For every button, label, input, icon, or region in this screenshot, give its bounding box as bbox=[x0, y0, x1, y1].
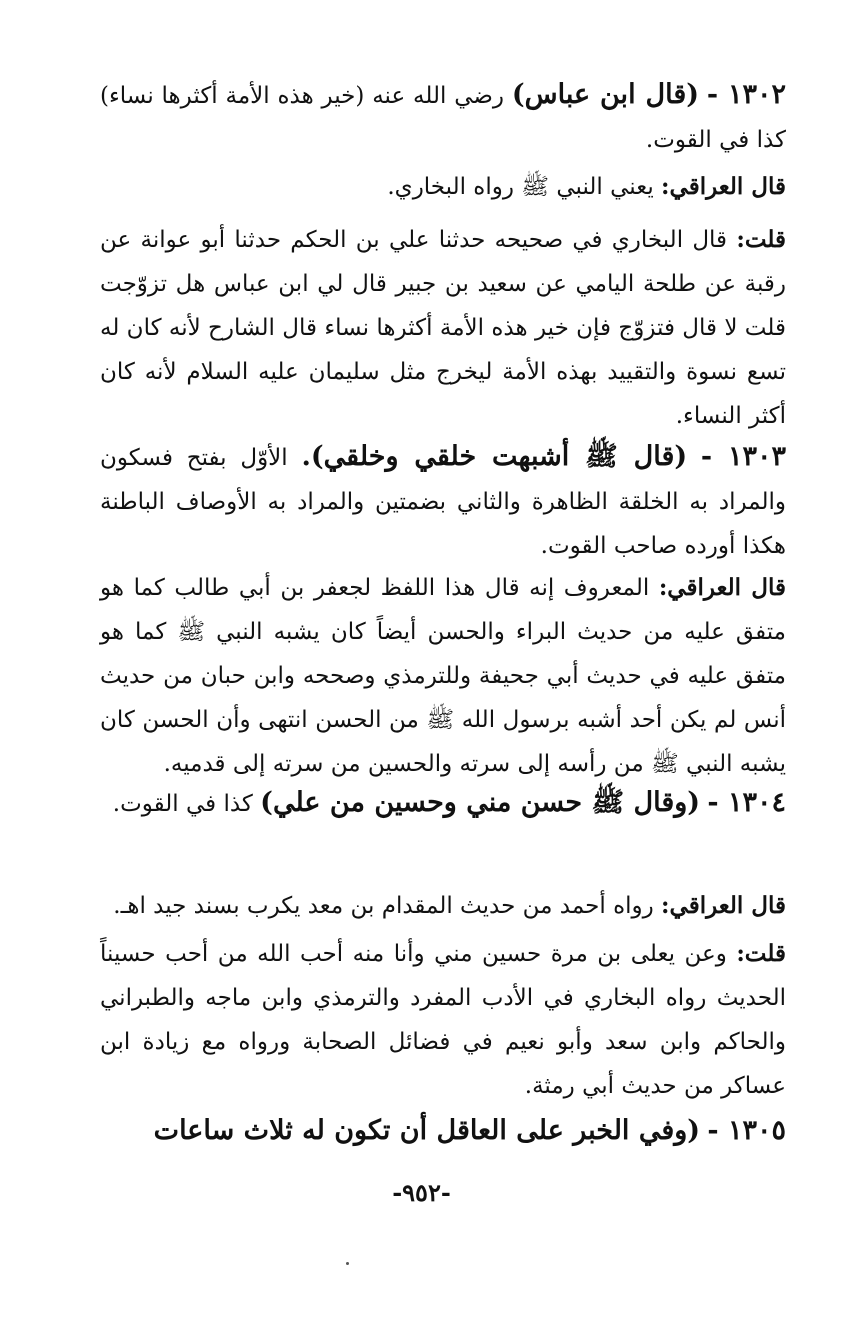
entry-number: ١٣٠٥ - bbox=[707, 1115, 786, 1146]
entry-number: ١٣٠٢ - bbox=[706, 79, 787, 110]
entry-1302-heading bbox=[100, 72, 786, 162]
entry-quote: (وقال ﷺ حسن مني وحسين من علي) bbox=[260, 787, 701, 818]
qultu-label: قلت: bbox=[736, 940, 786, 967]
entry-1304-qultu bbox=[100, 932, 786, 1108]
entry-text: كذا في القوت. bbox=[112, 791, 253, 817]
iraqi-label: قال العراقي: bbox=[658, 574, 787, 601]
entry-1302-qultu bbox=[100, 218, 786, 438]
entry-1302-iraqi bbox=[100, 165, 786, 209]
entry-1303-heading bbox=[100, 434, 786, 568]
iraqi-label: قال العراقي: bbox=[661, 173, 786, 200]
entry-number: ١٣٠٤ - bbox=[707, 787, 786, 818]
scan-speck bbox=[346, 1262, 349, 1265]
iraqi-text: رواه أحمد من حديث المقدام بن معد يكرب بسند جيد اهـ. bbox=[113, 893, 654, 919]
entry-quote: (وفي الخبر على العاقل أن تكون له ثلاث ساعات bbox=[153, 1115, 701, 1146]
qultu-label: قلت: bbox=[736, 226, 787, 253]
iraqi-text: يعني النبي ﷺ رواه البخاري. bbox=[387, 174, 654, 200]
entry-1304-iraqi bbox=[100, 884, 786, 928]
entry-number: ١٣٠٣ - bbox=[700, 441, 786, 472]
page-number: -٩٥٢- bbox=[392, 1178, 451, 1207]
entry-text: رضي الله عنه (خير هذه الأمة أكثرها نساء) كذا في القوت. bbox=[100, 83, 786, 153]
entry-text: الأوّل بفتح فسكون والمراد به الخلقة الظاهرة والثاني بضمتين والمراد به الأوصاف الباطنة هكذا أورده صاحب القوت. bbox=[100, 445, 786, 559]
entry-1304-heading bbox=[100, 780, 786, 826]
qultu-text: قال البخاري في صحيحه حدثنا علي بن الحكم حدثنا أبو عوانة عن رقبة عن طلحة اليامي عن سعيد بن جبير قال لي ابن عباس هل تزوّجت قلت لا قال فتزوّج فإن خير هذه الأمة أكثرها نساء قال الشارح لأنه كان له تسع نسوة والتقييد بهذه الأمة ليخرج مثل سليمان عليه السلام لأنه كان أكثر النساء. bbox=[100, 227, 786, 429]
qultu-text: وعن يعلى بن مرة حسين مني وأنا منه أحب الله من أحب حسيناً الحديث رواه البخاري في الأدب المفرد والترمذي وابن ماجه والطبراني والحاكم وابن سعد وأبو نعيم في فضائل الصحابة ورواه مع زيادة ابن عساكر من حديث أبي رمثة. bbox=[100, 941, 786, 1099]
entry-quote: (قال ابن عباس) bbox=[511, 79, 700, 110]
iraqi-text: المعروف إنه قال هذا اللفظ لجعفر بن أبي طالب كما هو متفق عليه من حديث البراء والحسن أيضاً كان يشبه النبي ﷺ كما هو متفق عليه في حديث أبي جحيفة وللترمذي وصححه وابن حبان من حديث أنس لم يكن أحد أشبه برسول الله ﷺ من الحسن انتهى وأن الحسن كان يشبه النبي ﷺ من رأسه إلى سرته والحسين من سرته إلى قدميه. bbox=[100, 575, 786, 777]
entry-1305-heading bbox=[100, 1108, 786, 1154]
entry-1303-iraqi bbox=[100, 566, 786, 786]
entry-quote: (قال ﷺ أشبهت خلقي وخلقي). bbox=[301, 441, 688, 472]
iraqi-label: قال العراقي: bbox=[661, 892, 786, 919]
